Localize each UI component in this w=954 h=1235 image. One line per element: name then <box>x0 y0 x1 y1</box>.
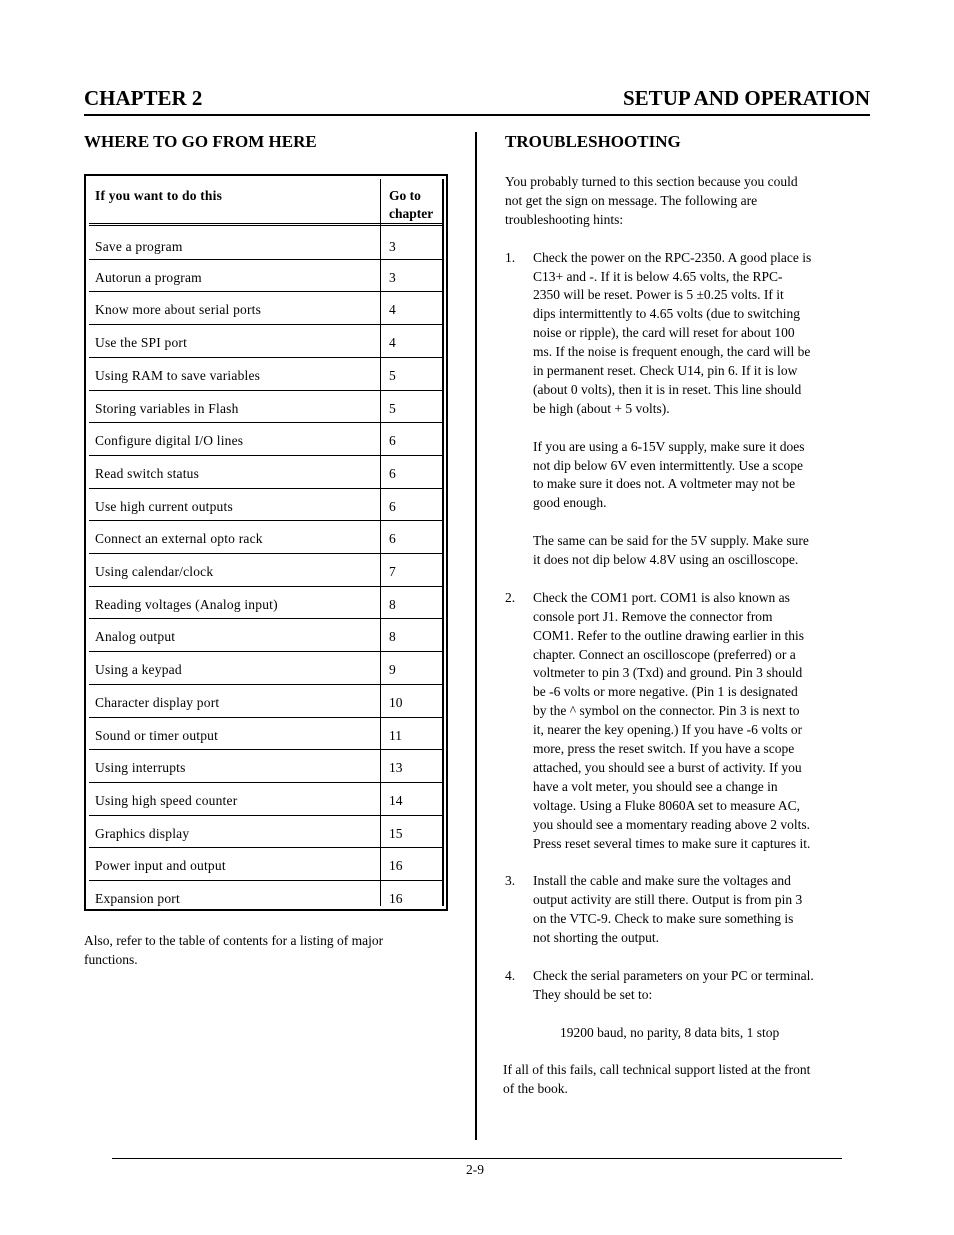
table-cell-chapter: 15 <box>389 825 403 841</box>
list-item-line: be high (about + 5 volts). <box>533 400 670 416</box>
table-cell-task: Expansion port <box>95 891 180 906</box>
table-cell-chapter: 16 <box>389 858 403 874</box>
list-item-line: not dip below 6V even intermittently. Use a scope <box>533 457 803 473</box>
table-cell-chapter: 4 <box>389 302 396 318</box>
table-header-chapter-line2: chapter <box>389 206 434 221</box>
table-cell-task: Storing variables in Flash <box>95 400 239 416</box>
table-cell-chapter: 9 <box>389 662 396 678</box>
list-item-line: voltage. Using a Fluke 8060A set to measure AC, <box>533 797 800 813</box>
intro-line: troubleshooting hints: <box>505 211 624 227</box>
table-cell-chapter: 5 <box>389 400 396 416</box>
table-cell-task: Power input and output <box>95 858 226 874</box>
list-item-line: They should be set to: <box>533 986 653 1002</box>
list-item-line: not shorting the output. <box>533 930 659 945</box>
table-row <box>89 390 443 424</box>
page-header <box>84 84 870 116</box>
table-row <box>89 749 443 783</box>
table-row <box>89 684 443 718</box>
table-row <box>89 488 443 522</box>
table-cell-task: Read switch status <box>95 465 200 481</box>
list-number: 3. <box>505 873 516 889</box>
table-cell-chapter: 3 <box>389 239 396 254</box>
table-cell-chapter: 10 <box>389 694 403 710</box>
table-cell-chapter: 8 <box>389 596 396 612</box>
table-cell-chapter: 11 <box>389 727 402 743</box>
list-item-line: be -6 volts or more negative. (Pin 1 is designated <box>533 684 798 700</box>
chapter-title: CHAPTER 2 <box>84 86 203 110</box>
where-to-go-heading: WHERE TO GO FROM HERE <box>84 132 317 151</box>
table-cell-task: Connect an external opto rack <box>95 531 263 547</box>
list-item-line: output activity are still there. Output is from pin 3 <box>533 892 803 908</box>
column-divider <box>475 132 477 1140</box>
table-row <box>89 651 443 685</box>
table-cell-task: Using high speed counter <box>95 792 238 808</box>
table-note-line: Also, refer to the table of contents for a listing of major <box>84 933 384 948</box>
list-item-line: good enough. <box>533 495 607 511</box>
table-row <box>89 520 443 554</box>
table-row <box>89 291 443 325</box>
list-item-line: COM1. Refer to the outline drawing earlier in this <box>533 627 805 643</box>
list-item-line: attached, you should see a burst of activity. If you <box>533 759 802 775</box>
table-row <box>89 847 443 881</box>
list-item-line: in permanent reset. Check U14, pin 6. If it is low <box>533 363 798 378</box>
table-cell-chapter: 13 <box>389 760 403 776</box>
table-note-line: functions. <box>84 952 138 967</box>
table-row <box>89 324 443 358</box>
table-row <box>89 618 443 652</box>
table-row <box>89 455 443 489</box>
table-cell-chapter: 6 <box>389 465 396 481</box>
table-row <box>89 422 443 456</box>
list-item-line: have a volt meter, you should see a change in <box>533 778 778 794</box>
closing-line: of the book. <box>503 1081 568 1097</box>
list-item-line: chapter. Connect an oscilloscope (preferred) or a <box>533 646 796 662</box>
table-cell-task: Reading voltages (Analog input) <box>95 596 278 612</box>
right-column <box>505 131 875 153</box>
closing-line: If all of this fails, call technical support listed at the front <box>503 1062 811 1078</box>
list-item-line: C13+ and -. If it is below 4.65 volts, the RPC- <box>533 268 783 284</box>
serial-settings: 19200 baud, no parity, 8 data bits, 1 stop <box>560 1024 780 1040</box>
table-row <box>89 553 443 587</box>
table-note <box>84 931 446 969</box>
section-title: SETUP AND OPERATION <box>623 86 870 110</box>
table-row <box>89 782 443 816</box>
list-item-line: Press reset several times to make sure it captures it. <box>533 835 811 851</box>
intro-line: You probably turned to this section because you could <box>505 174 798 189</box>
list-item-line: (about 0 volts), then it is in reset. This line should <box>533 381 802 397</box>
list-item-line: it does not dip below 4.8V using an oscilloscope. <box>533 552 799 567</box>
table-cell-task: Using a keypad <box>95 662 182 678</box>
list-item-line: more, press the reset switch. If you have a scope <box>533 741 795 756</box>
list-item-line: voltmeter to pin 3 (Txd) and ground. Pin 3 should <box>533 665 803 681</box>
list-item-line: Check the COM1 port. COM1 is also known as <box>533 589 790 605</box>
table-cell-task: Sound or timer output <box>95 727 219 743</box>
table-row <box>89 717 443 751</box>
table-cell-task: Using interrupts <box>95 760 186 776</box>
list-item-line: on the VTC-9. Check to make sure something is <box>533 911 794 927</box>
table-cell-task: Know more about serial ports <box>95 302 262 318</box>
table-row <box>89 223 443 259</box>
table-row <box>89 259 443 293</box>
table-cell-task: Configure digital I/O lines <box>95 433 244 449</box>
list-item-line: noise or ripple), the card will reset for about 100 <box>533 325 795 341</box>
list-item-line: to make sure it does not. A voltmeter may not be <box>533 476 796 492</box>
chapter-guide-table <box>84 174 448 911</box>
list-number: 4. <box>505 967 516 983</box>
table-cell-task: Using RAM to save variables <box>95 367 261 383</box>
table-row <box>89 357 443 391</box>
list-item-line: Check the power on the RPC-2350. A good place is <box>533 249 812 265</box>
list-item-line: 2350 will be reset. Power is 5 ±0.25 volts. If it <box>533 287 784 303</box>
table-header-task: If you want to do this <box>95 188 223 203</box>
table-cell-task: Autorun a program <box>95 269 202 285</box>
table-row <box>89 815 443 849</box>
table-header-chapter-line1: Go to <box>389 188 421 203</box>
table-cell-task: Analog output <box>95 629 176 645</box>
table-cell-task: Using calendar/clock <box>95 564 214 579</box>
list-item-line: The same can be said for the 5V supply. Make sure <box>533 533 809 549</box>
table-cell-chapter: 6 <box>389 531 396 547</box>
table-cell-chapter: 8 <box>389 629 396 645</box>
list-item-line: dips intermittently to 4.65 volts (due to switching <box>533 306 800 322</box>
table-cell-task: Character display port <box>95 694 220 710</box>
list-item-line: If you are using a 6-15V supply, make sure it does <box>533 438 805 454</box>
list-item-line: Install the cable and make sure the voltages and <box>533 873 791 889</box>
table-cell-chapter: 4 <box>389 335 396 351</box>
table-cell-chapter: 14 <box>389 792 403 808</box>
table-cell-chapter: 6 <box>389 433 396 449</box>
list-number: 2. <box>505 589 516 605</box>
table-cell-chapter: 5 <box>389 367 396 383</box>
intro-line: not get the sign on message. The following are <box>505 192 758 208</box>
left-column <box>84 131 454 153</box>
table-row <box>89 586 443 620</box>
page-number: 2-9 <box>466 1162 484 1177</box>
table-cell-task: Save a program <box>95 239 183 254</box>
table-cell-chapter: 16 <box>389 891 403 906</box>
table-cell-task: Use high current outputs <box>95 498 233 514</box>
chapter-guide-table-body <box>89 179 443 906</box>
table-row <box>89 880 443 914</box>
troubleshooting-heading: TROUBLESHOOTING <box>505 132 681 151</box>
list-item-line: Check the serial parameters on your PC or terminal. <box>533 967 814 983</box>
table-cell-chapter: 3 <box>389 269 396 285</box>
list-item-line: it, nearer the key opening.) If you have -6 volts or <box>533 722 803 738</box>
list-item-line: ms. If the noise is frequent enough, the card will be <box>533 344 811 360</box>
list-item-line: console port J1. Remove the connector from <box>533 608 773 624</box>
footer-rule <box>112 1158 842 1159</box>
table-cell-task: Use the SPI port <box>95 335 188 351</box>
table-cell-task: Graphics display <box>95 825 190 841</box>
list-number: 1. <box>505 249 516 265</box>
table-cell-chapter: 6 <box>389 498 396 514</box>
table-header-row <box>89 179 443 223</box>
list-item-line: by the ^ symbol on the connector. Pin 3 is next to <box>533 703 800 719</box>
list-item-line: you should see a momentary reading above 2 volts. <box>533 816 811 832</box>
table-cell-chapter: 7 <box>389 564 396 579</box>
